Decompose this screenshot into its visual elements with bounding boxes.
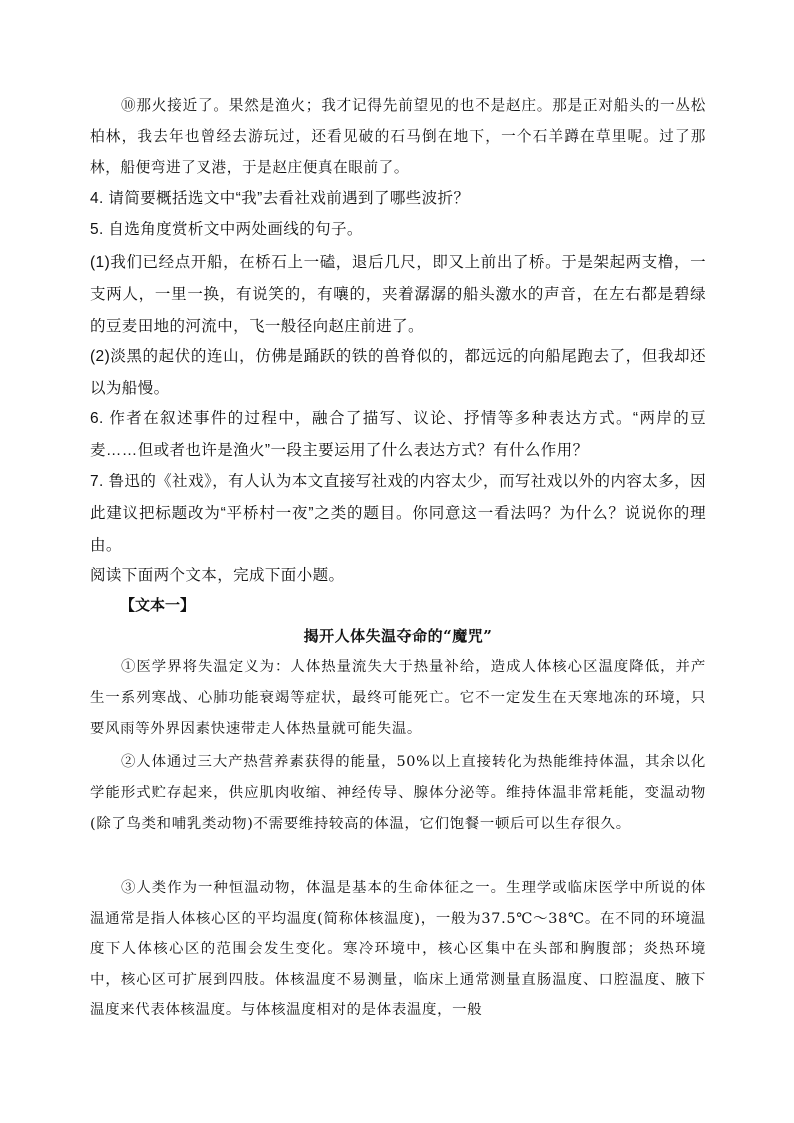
question-5-sentence-2: (2)淡黑的起伏的连山，仿佛是踊跃的铁的兽脊似的，都远远的向船尾跑去了，但我却还以为船慢。 bbox=[90, 348, 706, 397]
question-6: 6. 作者在叙述事件的过程中，融合了描写、议论、抒情等多种表达方式。“两岸的豆麦……但或者也许是渔火”一段主要运用了什么表达方式？有什么作用？ bbox=[90, 410, 706, 459]
article-paragraph-3: ③人类作为一种恒温动物，体温是基本的生命体征之一。生理学或临床医学中所说的体温通常是指人体核心区的平均温度(简称体核温度)，一般为37.5℃～38℃。在不同的环境温度下人体核心区的范围会发生变化。寒冷环境中，核心区集中在头部和胸腹部；炎热环境中，核心区可扩展到四肢。体核温度不易测量，临床上通常测量直肠温度、口腔温度、腋下温度来代表体核温度。与体核温度相对的是体表温度，一般 bbox=[90, 880, 706, 1018]
question-7: 7. 鲁迅的《社戏》，有人认为本文直接写社戏的内容太少，而写社戏以外的内容太多，因此建议把标题改为“平桥村一夜”之类的题目。你同意这一看法吗？为什么？说说你的理由。 bbox=[90, 473, 706, 554]
question-5-sentence-1: (1)我们已经点开船，在桥石上一磕，退后几尺，即又上前出了桥。于是架起两支橹，一支两人，一里一换，有说笑的，有嚷的，夹着潺潺的船头激水的声音，在左右都是碧绿的豆麦田地的河流中，飞一般径向赵庄前进了。 bbox=[90, 254, 706, 335]
article-paragraph-1: ①医学界将失温定义为：人体热量流失大于热量补给，造成人体核心区温度降低，并产生一系列寒战、心肺功能衰竭等症状，最终可能死亡。它不一定发生在天寒地冻的环境，只要风雨等外界因素快速带走人体热量就可能失温。 bbox=[90, 659, 706, 737]
reading-instruction: 阅读下面两个文本，完成下面小题。 bbox=[90, 567, 345, 584]
question-4: 4. 请简要概括选文中“我”去看社戏前遇到了哪些波折？ bbox=[90, 190, 470, 207]
text-one-label: 【文本一】 bbox=[120, 596, 196, 614]
question-5: 5. 自选角度赏析文中两处画线的句子。 bbox=[90, 221, 363, 238]
article-paragraph-2: ②人体通过三大产热营养素获得的能量，50%以上直接转化为热能维持体温，其余以化学能形式贮存起来，供应肌肉收缩、神经传导、腺体分泌等。维持体温非常耗能，变温动物(除了鸟类和哺乳类动物)不需要维持较高的体温，它们饱餐一顿后可以生存很久。 bbox=[90, 754, 706, 832]
article-title: 揭开人体失温夺命的“魔咒” bbox=[303, 627, 493, 645]
passage-paragraph-10: ⑩那火接近了。果然是渔火；我才记得先前望见的也不是赵庄。那是正对船头的一丛松柏林，我去年也曾经去游玩过，还看见破的石马倒在地下，一个石羊蹲在草里呢。过了那林，船便弯进了叉港，于是赵庄便真在眼前了。 bbox=[90, 97, 706, 176]
